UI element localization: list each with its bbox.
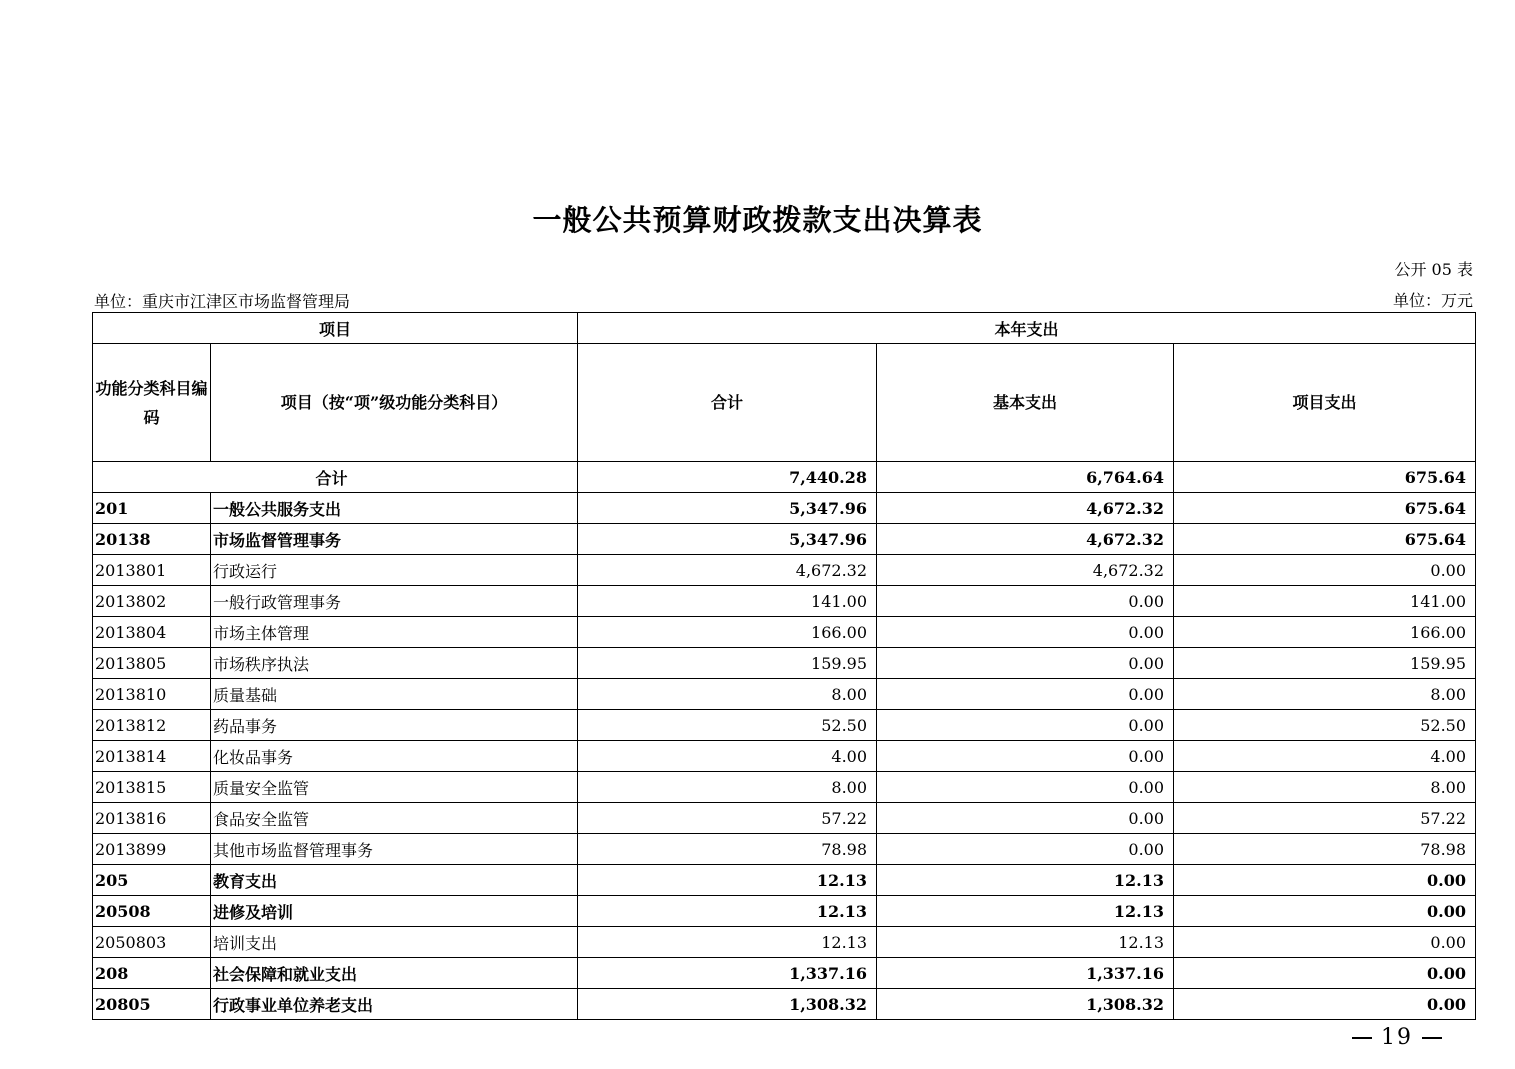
- cell-project: 4.00: [1174, 741, 1476, 772]
- table-row: [93, 803, 1476, 834]
- reporting-unit: 单位：重庆市江津区市场监督管理局: [94, 292, 351, 311]
- header-total: 合计: [578, 344, 877, 462]
- cell-total: 12.13: [578, 927, 877, 958]
- table-row: [93, 865, 1476, 896]
- cell-total: 52.50: [578, 710, 877, 741]
- cell-project: 675.64: [1174, 524, 1476, 555]
- cell-code: 208: [93, 958, 211, 989]
- cell-total: 4.00: [578, 741, 877, 772]
- table-row: [93, 710, 1476, 741]
- cell-code: 2050803: [93, 927, 211, 958]
- table-row: [93, 772, 1476, 803]
- header-item: 项目: [93, 313, 578, 344]
- cell-basic: 4,672.32: [877, 524, 1174, 555]
- total-basic: 6,764.64: [877, 462, 1174, 493]
- cell-code: 2013814: [93, 741, 211, 772]
- header-basic: 基本支出: [877, 344, 1174, 462]
- page-number-text: 19: [1381, 1025, 1413, 1050]
- table-row: [93, 958, 1476, 989]
- cell-project: 675.64: [1174, 493, 1476, 524]
- form-number: 公开 05 表: [1394, 260, 1473, 279]
- cell-total: 12.13: [578, 865, 877, 896]
- cell-name: 进修及培训: [211, 896, 578, 927]
- table-row: [93, 834, 1476, 865]
- cell-basic: 1,308.32: [877, 989, 1174, 1020]
- cell-project: 0.00: [1174, 927, 1476, 958]
- cell-total: 141.00: [578, 586, 877, 617]
- header-this-year: 本年支出: [578, 313, 1476, 344]
- cell-name: 行政运行: [211, 555, 578, 586]
- cell-name: 教育支出: [211, 865, 578, 896]
- cell-basic: 0.00: [877, 679, 1174, 710]
- page-title: 一般公共预算财政拨款支出决算表: [532, 203, 983, 237]
- cell-total: 78.98: [578, 834, 877, 865]
- table-row: [93, 617, 1476, 648]
- cell-basic: 12.13: [877, 865, 1174, 896]
- cell-total: 12.13: [578, 896, 877, 927]
- currency-unit: 单位：万元: [1392, 291, 1473, 310]
- cell-project: 166.00: [1174, 617, 1476, 648]
- cell-project: 0.00: [1174, 865, 1476, 896]
- table-row: [93, 586, 1476, 617]
- cell-total: 1,337.16: [578, 958, 877, 989]
- cell-code: 201: [93, 493, 211, 524]
- cell-basic: 0.00: [877, 617, 1174, 648]
- total-label: 合计: [93, 462, 578, 493]
- table-row: [93, 648, 1476, 679]
- table-row: [93, 493, 1476, 524]
- cell-project: 57.22: [1174, 803, 1476, 834]
- table-row: [93, 927, 1476, 958]
- cell-project: 141.00: [1174, 586, 1476, 617]
- cell-basic: 1,337.16: [877, 958, 1174, 989]
- cell-total: 1,308.32: [578, 989, 877, 1020]
- cell-basic: 0.00: [877, 803, 1174, 834]
- table-row: [93, 555, 1476, 586]
- cell-name: 一般公共服务支出: [211, 493, 578, 524]
- cell-code: 2013816: [93, 803, 211, 834]
- table-row: [93, 896, 1476, 927]
- cell-project: 52.50: [1174, 710, 1476, 741]
- cell-project: 78.98: [1174, 834, 1476, 865]
- page-number: [1352, 1025, 1442, 1050]
- cell-code: 20805: [93, 989, 211, 1020]
- cell-code: 20138: [93, 524, 211, 555]
- page-dash-left: [1352, 1037, 1372, 1039]
- table-row: [93, 524, 1476, 555]
- cell-total: 4,672.32: [578, 555, 877, 586]
- cell-code: 2013804: [93, 617, 211, 648]
- cell-total: 5,347.96: [578, 493, 877, 524]
- table-body: [93, 462, 1476, 1020]
- cell-basic: 12.13: [877, 896, 1174, 927]
- cell-project: 0.00: [1174, 958, 1476, 989]
- cell-project: 159.95: [1174, 648, 1476, 679]
- cell-total: 8.00: [578, 772, 877, 803]
- cell-basic: 4,672.32: [877, 555, 1174, 586]
- cell-project: 8.00: [1174, 772, 1476, 803]
- cell-project: 8.00: [1174, 679, 1476, 710]
- cell-basic: 0.00: [877, 834, 1174, 865]
- cell-code: 20508: [93, 896, 211, 927]
- expenditure-table: [92, 312, 1476, 1020]
- total-total: 7,440.28: [578, 462, 877, 493]
- cell-total: 8.00: [578, 679, 877, 710]
- table-row: [93, 679, 1476, 710]
- cell-name: 质量安全监管: [211, 772, 578, 803]
- cell-basic: 0.00: [877, 741, 1174, 772]
- cell-name: 其他市场监督管理事务: [211, 834, 578, 865]
- cell-name: 市场秩序执法: [211, 648, 578, 679]
- cell-name: 培训支出: [211, 927, 578, 958]
- cell-name: 药品事务: [211, 710, 578, 741]
- cell-total: 166.00: [578, 617, 877, 648]
- cell-code: 2013812: [93, 710, 211, 741]
- cell-total: 159.95: [578, 648, 877, 679]
- cell-code: 2013805: [93, 648, 211, 679]
- header-name: 项目（按“项”级功能分类科目）: [211, 344, 578, 462]
- cell-basic: 12.13: [877, 927, 1174, 958]
- cell-code: 2013899: [93, 834, 211, 865]
- cell-basic: 0.00: [877, 772, 1174, 803]
- header-code: 功能分类科目编码: [93, 344, 211, 462]
- cell-basic: 0.00: [877, 648, 1174, 679]
- cell-project: 0.00: [1174, 555, 1476, 586]
- cell-basic: 0.00: [877, 710, 1174, 741]
- table-row: [93, 741, 1476, 772]
- cell-basic: 0.00: [877, 586, 1174, 617]
- cell-code: 205: [93, 865, 211, 896]
- cell-name: 行政事业单位养老支出: [211, 989, 578, 1020]
- total-project: 675.64: [1174, 462, 1476, 493]
- header-project: 项目支出: [1174, 344, 1476, 462]
- cell-basic: 4,672.32: [877, 493, 1174, 524]
- cell-code: 2013810: [93, 679, 211, 710]
- cell-name: 质量基础: [211, 679, 578, 710]
- cell-total: 5,347.96: [578, 524, 877, 555]
- cell-name: 化妆品事务: [211, 741, 578, 772]
- cell-project: 0.00: [1174, 989, 1476, 1020]
- page-dash-right: [1422, 1037, 1442, 1039]
- cell-code: 2013815: [93, 772, 211, 803]
- cell-name: 一般行政管理事务: [211, 586, 578, 617]
- table-row: [93, 989, 1476, 1020]
- cell-name: 市场主体管理: [211, 617, 578, 648]
- cell-name: 社会保障和就业支出: [211, 958, 578, 989]
- cell-code: 2013802: [93, 586, 211, 617]
- cell-name: 食品安全监管: [211, 803, 578, 834]
- cell-project: 0.00: [1174, 896, 1476, 927]
- cell-code: 2013801: [93, 555, 211, 586]
- cell-name: 市场监督管理事务: [211, 524, 578, 555]
- total-row: [93, 462, 1476, 493]
- cell-total: 57.22: [578, 803, 877, 834]
